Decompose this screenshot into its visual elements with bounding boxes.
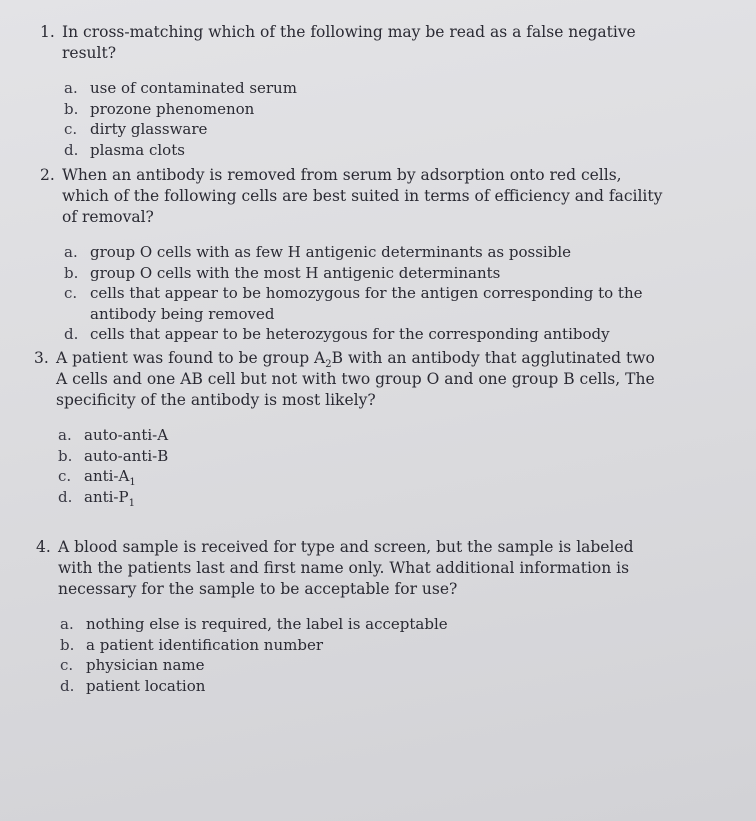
option-b xyxy=(60,635,666,656)
option-c xyxy=(64,119,680,140)
question-2-stem xyxy=(40,165,670,228)
option-letter: d. xyxy=(58,487,73,506)
option-letter: a. xyxy=(58,426,72,444)
option-text: group O cells with the most H antigenic determinants xyxy=(90,263,501,282)
option-text: a patient identification number xyxy=(86,635,324,654)
option-text: patient location xyxy=(86,676,206,695)
question-text-part: B with an antibody that agglutinated two A cells and one AB cell but not with two group O and one group B cells, The specificity of the antibody is most likely? xyxy=(56,349,655,409)
option-letter: c. xyxy=(64,284,78,302)
option-text: auto-anti-A xyxy=(84,426,169,444)
question-4-stem xyxy=(36,537,666,600)
subscript: 2 xyxy=(325,359,332,371)
option-c xyxy=(64,283,670,324)
option-d xyxy=(64,140,680,161)
option-text: group O cells with as few H antigenic determinants as possible xyxy=(90,243,572,261)
option-text: cells that appear to be heterozygous for the corresponding antibody xyxy=(90,325,610,343)
option-letter: a. xyxy=(64,79,78,97)
option-text: cells that appear to be homozygous for the antigen corresponding to the antibody being removed xyxy=(90,284,643,323)
option-text: dirty glassware xyxy=(90,120,208,138)
option-list xyxy=(36,614,666,696)
option-letter: d. xyxy=(64,325,79,343)
question-number: 4. xyxy=(36,538,51,556)
question-2 xyxy=(40,165,670,345)
question-3-stem xyxy=(34,348,670,411)
option-text xyxy=(84,466,670,487)
question-number: 2. xyxy=(40,166,55,184)
option-letter: d. xyxy=(64,140,79,159)
option-letter: b. xyxy=(64,99,79,118)
question-1 xyxy=(40,22,680,160)
option-text: nothing else is required, the label is acceptable xyxy=(86,615,448,633)
question-4 xyxy=(36,537,666,696)
option-c xyxy=(58,466,670,487)
question-text-part: A patient was found to be group A xyxy=(56,349,326,367)
option-text: use of contaminated serum xyxy=(90,79,297,97)
option-a xyxy=(58,425,670,446)
option-c xyxy=(60,655,666,676)
option-a xyxy=(64,242,670,263)
option-text: auto-anti-B xyxy=(84,446,169,465)
option-text: plasma clots xyxy=(90,140,185,159)
question-number: 1. xyxy=(40,23,55,41)
option-letter: c. xyxy=(64,120,78,138)
option-list xyxy=(40,78,680,160)
option-letter: d. xyxy=(60,676,75,695)
option-letter: b. xyxy=(58,446,73,465)
subscript: 1 xyxy=(129,477,136,488)
option-letter: a. xyxy=(64,243,78,261)
option-list xyxy=(34,425,670,507)
option-letter: b. xyxy=(64,263,79,282)
option-b xyxy=(64,263,670,284)
option-text: physician name xyxy=(86,656,205,674)
question-text: A blood sample is received for type and screen, but the sample is labeled with the patients last and first name only. What additional information is necessary for the sample to be acceptable for use? xyxy=(58,538,634,598)
option-b xyxy=(58,446,670,467)
option-a xyxy=(60,614,666,635)
option-text-part: anti-P xyxy=(84,487,129,506)
option-d xyxy=(60,676,666,697)
option-list xyxy=(40,242,670,345)
option-b xyxy=(64,99,680,120)
option-letter: b. xyxy=(60,635,75,654)
option-text: prozone phenomenon xyxy=(90,99,255,118)
option-text-part: anti-A xyxy=(84,467,130,485)
option-letter: c. xyxy=(60,656,74,674)
question-text xyxy=(56,348,670,411)
question-text: In cross-matching which of the following may be read as a false negative result? xyxy=(62,23,636,62)
question-1-stem xyxy=(40,22,680,64)
question-3 xyxy=(34,348,670,507)
option-a xyxy=(64,78,680,99)
option-letter: a. xyxy=(60,615,74,633)
option-d xyxy=(58,487,670,508)
option-letter: c. xyxy=(58,467,72,485)
option-text xyxy=(84,487,670,508)
option-d xyxy=(64,324,670,345)
question-text: When an antibody is removed from serum by adsorption onto red cells, which of the following cells are best suited in terms of efficiency and facility of removal? xyxy=(62,166,663,226)
question-number: 3. xyxy=(34,349,49,367)
subscript: 1 xyxy=(128,497,135,509)
